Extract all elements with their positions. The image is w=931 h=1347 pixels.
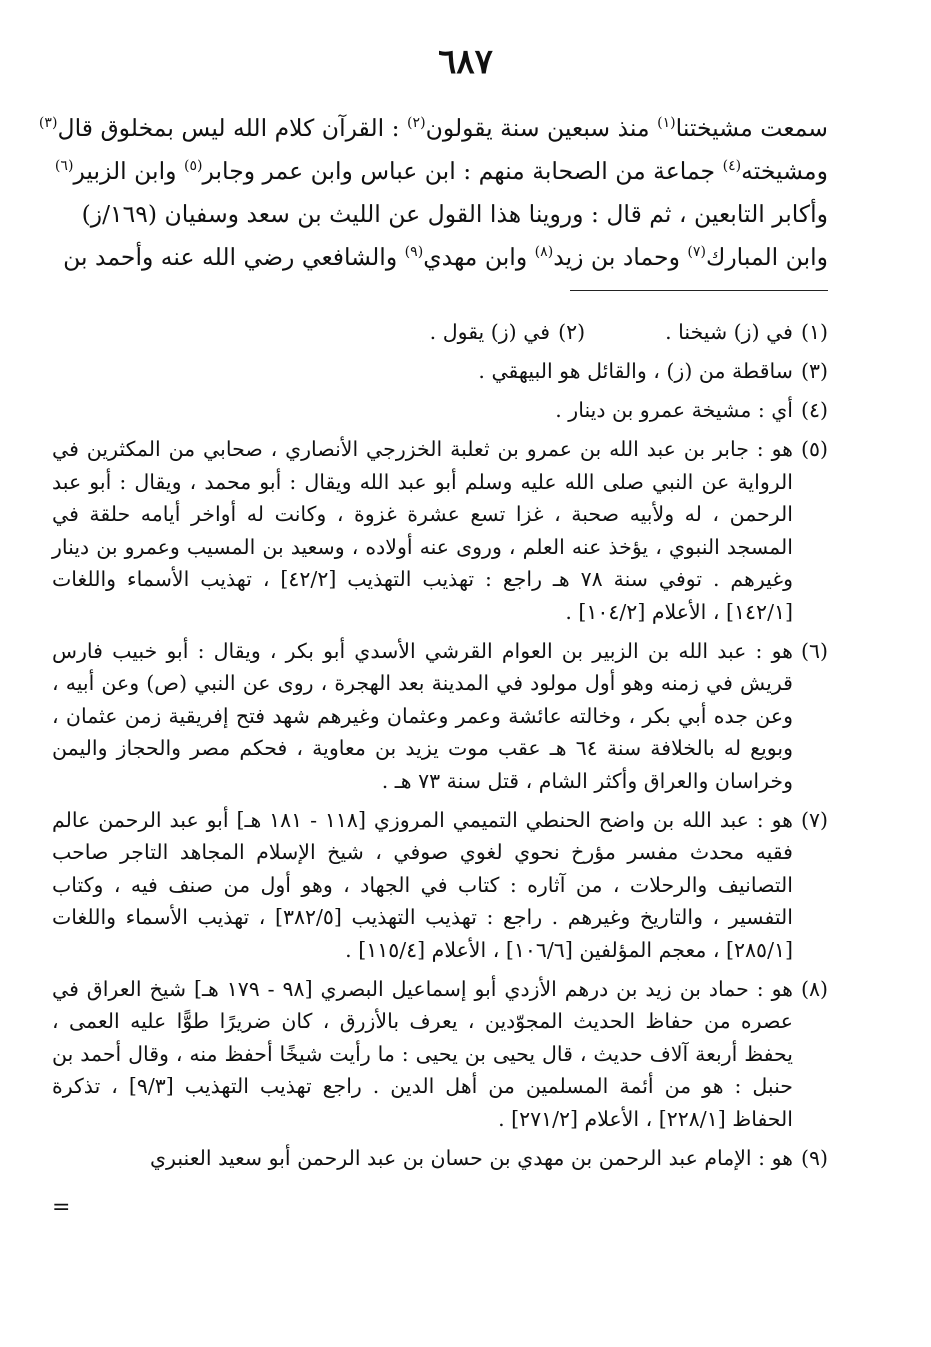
- footnote-4: [52, 394, 828, 427]
- footnote-text: في (ز) شيخنا .: [665, 320, 793, 344]
- main-text-line: [38, 107, 828, 150]
- footnote-6: [52, 635, 828, 798]
- footnote-ref: (٩): [404, 244, 424, 261]
- footnote-number: (٦): [800, 638, 828, 663]
- footnote-number: (٣): [800, 359, 828, 383]
- footnote-number: (٤): [800, 398, 828, 422]
- footnote-5: [52, 433, 828, 628]
- footnote-text: هو : حماد بن زيد بن درهم الأزدي أبو إسماعيل البصري [٩٨ - ١٧٩ هـ] شيخ العراق في عصره من حفاظ الحديث المجوّدين ، يعرف بالأزرق ، كان ضريرًا طوًّا عليه العمى ، يحفظ أربعة آلاف حديث ، قال يحيى بن يحيى : ما رأيت شيخًا أحفظ منه ، وقال أحمد بن حنبل : هو من أئمة المسلمين من أهل الدين . راجع تهذيب التهذيب [٩/٣] ، تذكرة الحفاظ [٢٢٨/١] ، الأعلام [٢٧١/٢] .: [52, 976, 793, 1131]
- footnote-7: [52, 804, 828, 967]
- text-run: والشافعي رضي الله عنه وأحمد بن: [63, 243, 405, 271]
- footnote-ref: (٦): [54, 158, 74, 175]
- page-number: ٦٨٧: [438, 42, 493, 82]
- footnote-text: أي : مشيخة عمرو بن دينار .: [555, 398, 793, 422]
- text-run: جماعة من الصحابة منهم : ابن عباس وابن عمر وجابر: [202, 157, 723, 185]
- text-run: سمعت مشيختنا: [675, 114, 828, 142]
- footnote-ref: (١): [657, 115, 676, 132]
- footnote-ref: (٥): [183, 158, 203, 175]
- footnote-separator: [570, 290, 828, 291]
- footnote-number: (٨): [800, 976, 828, 1001]
- footnote-9: [52, 1142, 828, 1175]
- footnote-number: (٢): [558, 320, 586, 344]
- continuation-mark: =: [52, 1195, 71, 1220]
- footnote-ref: (٢): [407, 115, 426, 132]
- footnote-row-1-2: [52, 316, 828, 349]
- footnote-3: [52, 355, 828, 388]
- footnote-text: في (ز) يقول .: [429, 320, 551, 344]
- footnote-text: هو : عبد الله بن واضح الحنطي التميمي المروزي [١١٨ - ١٨١ هـ] أبو عبد الرحمن عالم فقيه محدث مفسر مؤرخ نحوي لغوي صوفي ، شيخ الإسلام المجاهد التاجر صاحب التصانيف والرحلات ، من آثاره : كتاب في الجهاد ، وهو أول من صنف فيه ، وكتاب التفسير ، والتاريخ وغيرهم . راجع : تهذيب التهذيب [٣٨٢/٥] ، تهذيب الأسماء واللغات [٢٨٥/١] ، معجم المؤلفين [١٠٦/٦] ، الأعلام [١١٥/٤] .: [52, 807, 793, 962]
- footnote-text: هو : الإمام عبد الرحمن بن مهدي بن حسان بن عبد الرحمن أبو سعيد العنبري: [150, 1145, 793, 1170]
- footnotes: [52, 316, 828, 1181]
- main-text-line: [63, 236, 828, 279]
- footnote-ref: (٧): [687, 244, 706, 261]
- text-run: وأكابر التابعين ، ثم قال : وروينا هذا القول عن الليث بن سعد وسفيان (١٦٩/ز): [81, 200, 828, 228]
- text-run: : القرآن كلام الله ليس بمخلوق قال: [57, 114, 407, 142]
- footnote-8: [52, 973, 828, 1136]
- footnote-ref: (٤): [722, 158, 742, 175]
- main-text-line: [81, 193, 828, 236]
- text-run: وابن مهدي: [423, 243, 535, 271]
- footnote-ref: (٣): [38, 115, 58, 132]
- text-run: ومشيخته: [741, 157, 828, 185]
- footnote-number: (٩): [800, 1145, 828, 1170]
- footnote-text: هو : جابر بن عبد الله بن عمرو بن ثعلبة الخزرجي الأنصاري ، صحابي من المكثرين في الرواية عن النبي صلى الله عليه وسلم أبو عبد الله ويقال : أبو محمد ، ويقال : أبو عبد الرحمن ، له ولأبيه صحبة ، غزا تسع عشرة غزوة ، وكانت له أواخر أيامه حلقة في المسجد النبوي ، يؤخذ عنه العلم ، وروى عنه أولاده ، وسعيد بن المسيب وعمرو بن دينار وغيرهم . توفي سنة ٧٨ هـ راجع : تهذيب التهذيب [٤٢/٢] ، تهذيب الأسماء واللغات [١٤٢/١] ، الأعلام [١٠٤/٢] .: [52, 437, 793, 624]
- text-run: وابن الزبير: [73, 157, 184, 185]
- text-run: وحماد بن زيد: [553, 243, 688, 271]
- footnote-number: (٥): [800, 437, 828, 461]
- footnote-ref: (٨): [534, 244, 554, 261]
- text-run: منذ سبعين سنة يقولون: [425, 114, 658, 142]
- footnote-number: (٧): [800, 807, 828, 832]
- footnote-number: (١): [800, 320, 828, 344]
- main-text: [38, 107, 828, 279]
- main-text-line: [54, 150, 828, 193]
- footnote-text: هو : عبد الله بن الزبير بن العوام القرشي الأسدي أبو بكر ، ويقال : أبو خبيب فارس قريش في زمنه وهو أول مولود في المدينة بعد الهجرة ، روى عن النبي (ص) وعن أبيه ، وعن جده أبي بكر ، وخالته عائشة وعمر وعثمان وغيرهم شهد فتح إفريقية زمن عثمان ، وبويع له بالخلافة سنة ٦٤ هـ عقب موت يزيد بن معاوية ، فحكم مصر والحجاز واليمن وخراسان والعراق وأكثر الشام ، قتل سنة ٧٣ هـ .: [52, 638, 793, 793]
- text-run: وابن المبارك: [705, 243, 828, 271]
- footnote-1: [665, 316, 828, 349]
- footnote-2: [430, 316, 585, 349]
- footnote-text: ساقطة من (ز) ، والقائل هو البيهقي .: [478, 359, 793, 383]
